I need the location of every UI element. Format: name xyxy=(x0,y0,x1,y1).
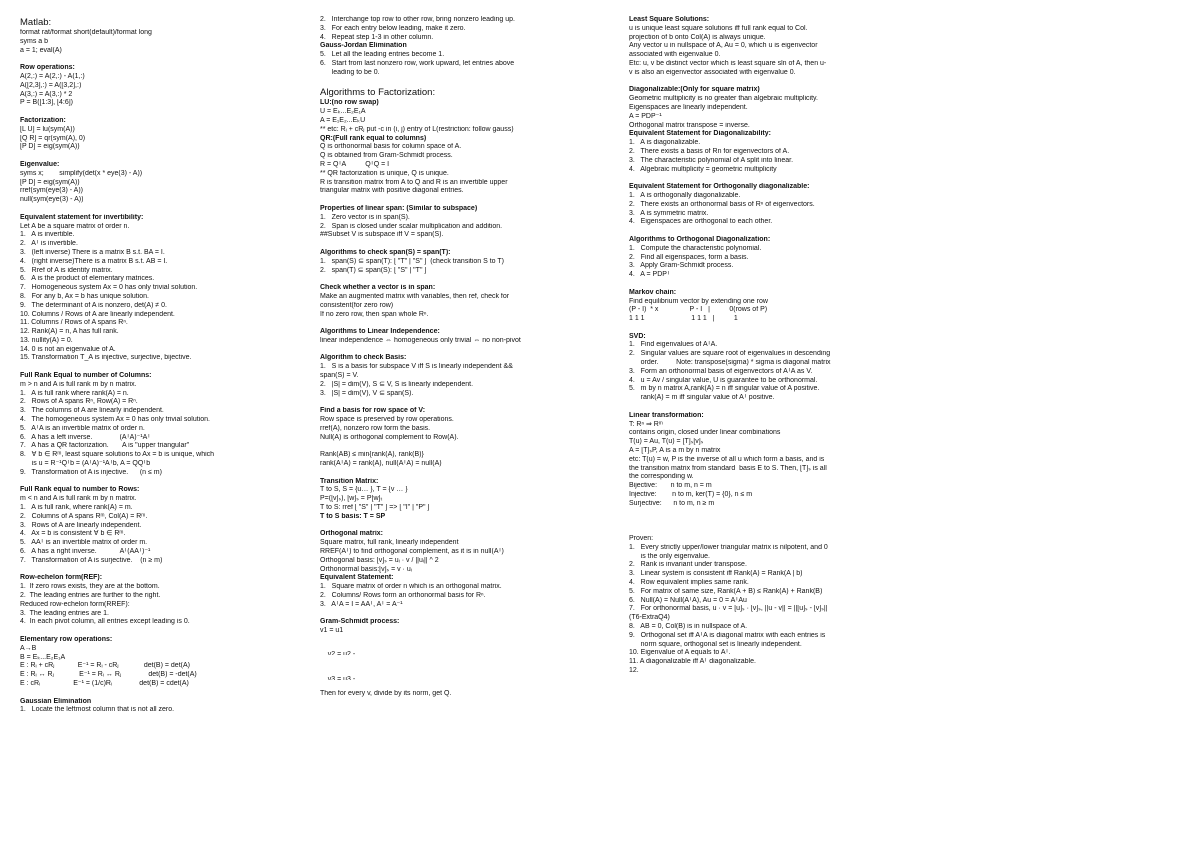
text-line: Orthogonal matrix transpose = inverse. xyxy=(629,121,750,129)
text-line: T: Rⁿ ⇒ Rᵐ xyxy=(629,420,663,428)
text-line: the corresponding w. xyxy=(629,473,694,481)
section-heading: Least Square Solutions: xyxy=(629,16,710,23)
text-line: 7. A has a QR factorization. A is "upper triangular" xyxy=(20,442,190,450)
text-line: projection of b onto Col(A) is always unique. xyxy=(629,33,766,41)
text-line: T to S, S = {u… }, T = {v … } xyxy=(320,486,408,494)
text-line: 4. Ax = b is consistent ∀ b ∈ Rᵐ. xyxy=(20,530,126,538)
text-line: 10. Columns / Rows of A are linearly independent. xyxy=(20,310,175,318)
spacer xyxy=(320,240,578,249)
text-line: 1. A is full rank where rank(A) = n. xyxy=(20,389,129,397)
text-line: RREF(Aᵀ) to find orthogonal complement, as it is in null(Aᵀ) xyxy=(320,548,504,556)
text-line: 2. Columns/ Rows form an orthonormal basis for Rⁿ. xyxy=(320,592,486,599)
text-line: 7. For orthonormal basis, u · v = [u]ₛ · [v]ₛ, ||u - v|| = ||[u]ₛ - [v]ₛ|| xyxy=(629,605,828,613)
section-heading: Equivalent Statement: xyxy=(320,574,394,582)
text-line: 3. Apply Gram-Schmidt process. xyxy=(629,262,734,270)
section-heading: Markov chain: xyxy=(629,288,677,296)
text-line: R = QᵀA QᵀQ = I xyxy=(320,160,390,168)
spacer xyxy=(629,517,887,526)
text-line: Orthogonal basis: [v]ₛ = uᵢ · v / ||uᵢ|| ^ 2 xyxy=(320,556,439,564)
spacer xyxy=(320,275,578,284)
text-line: is the only eigenvalue. xyxy=(629,552,710,560)
text-line: m > n and A is full rank m by n matrix. xyxy=(20,380,137,388)
text-line: 2. |S| = dim(V), S ⊆ V, S is linearly independent. xyxy=(320,380,474,388)
text-line: triangular matrix with positive diagonal entries. xyxy=(320,187,464,195)
text-line: Make an augmented matrix with variables, then ref, check for xyxy=(320,292,510,300)
gs-conclusion: Then for every v, divide by its norm, get Q. xyxy=(320,689,452,697)
section-heading: Gaussian Elimination xyxy=(20,697,92,705)
column-1 xyxy=(20,16,278,715)
spacer xyxy=(629,526,887,535)
text-line: v1 = u1 xyxy=(320,627,344,635)
section-heading: Equivalent statement for invertibility: xyxy=(20,213,144,221)
text-line: B = Eₖ...E₂E₁A xyxy=(20,653,66,661)
spacer xyxy=(320,346,578,355)
section-heading: Elementary row operations: xyxy=(20,635,113,643)
text-line: 5. AAᵀ is an invertible matrix of order m. xyxy=(20,539,148,547)
section-heading: T to S basis: T = SP xyxy=(320,512,386,520)
text-line: 8. AB = 0, Col(B) is in nullspace of A. xyxy=(629,622,748,630)
gram-schmidt-v3 xyxy=(320,667,578,680)
text-line: 1. Compute the characteristic polynomial. xyxy=(629,244,762,252)
text-line: E : Rᵢ ↔ Rⱼ E⁻¹ = Rᵢ ↔ Rⱼ det(B) = -det(A) xyxy=(20,671,197,679)
spacer xyxy=(629,509,887,518)
text-line: T to S: rref [ "S" | "T" ] => [ "I" | "P" ] xyxy=(320,504,430,512)
spacer xyxy=(20,689,278,698)
gs-v3-lhs: v3 = u3 - xyxy=(327,675,356,680)
text-line: If no zero row, then span whole Rⁿ. xyxy=(320,310,429,318)
text-line: 9. The determinant of A is nonzero, det(A) ≠ 0. xyxy=(20,301,167,309)
section-heading: SVD: xyxy=(629,332,646,340)
text-line: 2. Aᵀ is invertible. xyxy=(20,240,78,248)
section-heading: Algorithms to check span(S) = span(T): xyxy=(320,248,451,256)
section-title: Algorithms to Factorization: xyxy=(320,87,436,99)
text-line: rref(sym(eye(3) - A)) xyxy=(20,187,83,195)
text-line: Proven: xyxy=(629,535,654,543)
text-line: order. Note: transpose(sigma) * sigma is diagonal matrix xyxy=(629,359,831,367)
text-line: Etc: u, v be distinct vector which is least square sln of A, then u- xyxy=(629,59,827,67)
text-line: [Q R] = qr(sym(A), 0) xyxy=(20,134,86,142)
text-line: 5. Rref of A is identity matrix. xyxy=(20,266,113,274)
text-line: 1. A is orthogonally diagonalizable. xyxy=(629,191,741,199)
text-line: 1. Find eigenvalues of AᵀA. xyxy=(629,341,718,349)
text-line: 6. A is the product of elementary matrices. xyxy=(20,275,155,283)
text-line: syms x; simplify(det(x * eye(3) - A)) xyxy=(20,169,143,177)
text-line: 2. There exists an orthonormal basis of Rⁿ of eigenvectors. xyxy=(629,200,815,208)
text-line: Q is obtained from Gram-Schmidt process. xyxy=(320,152,453,160)
section-heading: Factorization: xyxy=(20,116,66,124)
spacer xyxy=(320,442,578,451)
text-line: associated with eigenvalue 0. xyxy=(629,51,721,59)
spacer xyxy=(20,108,278,117)
section-heading: Full Rank equal to number to Rows: xyxy=(20,486,140,494)
text-line: ##Subset V is subspace iff V = span(S). xyxy=(320,231,444,239)
gs-v2-lhs: v2 = u2 - xyxy=(327,650,356,655)
text-line: 3. AᵀA = I = AAᵀ, Aᵀ = A⁻¹ xyxy=(320,600,403,608)
text-line: 1. Locate the leftmost column that is not all zero. xyxy=(20,706,175,714)
text-line: 12. Rank(A) = n, A has full rank. xyxy=(20,328,119,336)
text-line: R is transition matrix from A to Q and R is an invertible upper xyxy=(320,178,508,186)
text-line: Orthonormal basis:[v]ₛ = v · uᵢ xyxy=(320,565,412,573)
text-line: 2. Find all eigenspaces, form a basis. xyxy=(629,253,749,261)
spacer xyxy=(320,319,578,328)
text-line: linear independence ⇔ homogeneous only trivial ⇔ no non-pivot xyxy=(320,336,521,344)
spacer xyxy=(320,469,578,478)
text-line: P=([v]ₛ), [w]ₛ = P[w]ₜ xyxy=(320,495,383,503)
text-line: T(u) = Au, T(u) = [T]ₛ[v]ₛ xyxy=(629,438,704,446)
text-line: 2. Singular values are square root of eigenvalues in descending xyxy=(629,350,831,358)
text-line: 6. Null(A) = Null(AᵀA), Au = 0 = AᵀAu xyxy=(629,596,747,604)
text-line: 5. AᵀA is an invertible matrix of order n. xyxy=(20,424,145,432)
text-line: 3. Rows of A are linearly independent. xyxy=(20,521,142,529)
text-line: 4. A = PDPᵀ xyxy=(629,271,670,279)
text-line: 3. The leading entries are 1. xyxy=(20,609,109,617)
text-line: u is unique least square solutions iff full rank equal to Col. xyxy=(629,24,808,32)
text-line: 1. span(S) ⊆ span(T): [ "T" | "S" ] (check transition S to T) xyxy=(320,257,504,265)
text-line: Find equilibrium vector by extending one row xyxy=(629,297,768,305)
gram-schmidt-v2 xyxy=(320,642,578,655)
text-line: [L U] = lu(sym(A)) xyxy=(20,125,75,133)
spacer xyxy=(20,478,278,487)
section-heading: Eigenvalue: xyxy=(20,160,60,168)
section-heading: Orthogonal matrix: xyxy=(320,530,384,538)
text-line: 5. Let all the leading entries become 1. xyxy=(320,51,445,59)
text-line: 2. Interchange top row to other row, bring nonzero leading up. xyxy=(320,16,515,23)
text-line: Injective: n to m, ker(T) = {0}, n ≤ m xyxy=(629,491,753,499)
spacer xyxy=(320,196,578,205)
text-line: Geometric multiplicity is no greater than algebraic multiplicity. xyxy=(629,95,818,103)
text-line: Surjective: n to m, n ≥ m xyxy=(629,499,715,507)
text-line: 4. Repeat step 1-3 in other column. xyxy=(320,33,434,41)
text-line: 8. ∀ b ∈ Rᵐ, least square solutions to Ax = b is unique, which xyxy=(20,451,215,459)
text-line: 2. Columns of A spans Rᵐ, Col(A) = Rᵐ. xyxy=(20,512,148,520)
section-heading: Algorithm to check Basis: xyxy=(320,354,407,362)
text-line: rank(AᵀA) = rank(A), null(AᵀA) = null(A) xyxy=(320,460,442,468)
spacer xyxy=(20,205,278,214)
text-line: 1. Every strictly upper/lower triangular matrix is nilpotent, and 0 xyxy=(629,543,828,551)
text-line: 4. Algebraic multiplicity = geometric multiplicity xyxy=(629,165,777,173)
spacer xyxy=(629,403,887,412)
text-line: 1 1 1 1 1 1 | 1 xyxy=(629,315,738,323)
text-line: a = 1; eval(A) xyxy=(20,46,62,54)
text-line: 7. Transformation of A is surjective. (n ≥ m) xyxy=(20,556,163,564)
text-line: 1. A is invertible. xyxy=(20,231,75,239)
text-line: the transition matrix from standard basis E to S. Then, [T]ₛ is all xyxy=(629,464,827,472)
text-line: A(2,:) = A(2,:) - A(1,:) xyxy=(20,72,85,80)
text-line: ** etc: Rᵢ + cRⱼ put -c in (i, j) entry of L(restriction: follow gauss) xyxy=(320,125,514,133)
text-line: 3. (left inverse) There is a matrix B s.t. BA = I. xyxy=(20,248,165,256)
text-line: 6. A has a left inverse. (AᵀA)⁻¹Aᵀ xyxy=(20,433,151,441)
text-line: 3. |S| = dim(V), V ⊆ span(S). xyxy=(320,389,414,397)
text-line: [P D] = eig(sym(A)) xyxy=(20,178,80,186)
text-line: is u = R⁻¹Qᵀb = (AᵀA)⁻¹Aᵀb, A = QQᵀb xyxy=(20,460,151,468)
text-line: consistent(for zero row) xyxy=(320,301,394,309)
text-line: m < n and A is full rank m by n matrix. xyxy=(20,495,137,503)
text-line: [P D] = eig(sym(A)) xyxy=(20,143,80,151)
text-line: etc: T(u) = w, P is the inverse of all u which form a basis, and is xyxy=(629,455,825,463)
text-line: 2. The leading entries are further to the right. xyxy=(20,592,161,599)
spacer xyxy=(629,78,887,87)
text-line: contains origin, closed under linear combinations xyxy=(629,429,781,437)
text-line: Square matrix, full rank, linearly independent xyxy=(320,539,459,547)
text-line: 1. S is a basis for subspace V iff S is linearly independent && xyxy=(320,363,513,371)
text-line: 8. For any b, Ax = b has unique solution. xyxy=(20,292,149,300)
spacer xyxy=(320,610,578,619)
text-line: (P - I) * x P - I | 0(rows of P) xyxy=(629,306,768,314)
text-line: 4. u = Av / singular value, U is guarantee to be orthonormal. xyxy=(629,376,818,384)
text-line: U = Eₖ...E₂E₁A xyxy=(320,108,366,116)
section-heading: Gram-Schmidt process: xyxy=(320,618,400,626)
text-line: 9. Orthogonal set iff AᵀA is diagonal matrix with each entries is xyxy=(629,631,826,639)
text-line: 3. The columns of A are linearly independent. xyxy=(20,407,164,415)
section-heading: Row-echelon form(REF): xyxy=(20,574,103,582)
spacer xyxy=(629,227,887,236)
spacer xyxy=(320,398,578,407)
text-line: 4. Row equivalent implies same rank. xyxy=(629,579,749,586)
text-line: 1. A is full rank, where rank(A) = m. xyxy=(20,504,133,512)
text-line: 3. Form an orthonormal basis of eigenvectors of AᵀA as V. xyxy=(629,367,813,375)
text-line: 1. If zero rows exists, they are at the bottom. xyxy=(20,583,160,591)
text-line: 2. Rank is invariant under transpose. xyxy=(629,561,747,569)
text-line: A = PDP⁻¹ xyxy=(629,112,662,120)
text-line: rank(A) = m iff singular value of Aᵀ positive. xyxy=(629,394,775,402)
text-line: P = B([1:3], [4:6]) xyxy=(20,99,73,107)
text-line: null(sym(eye(3) - A)) xyxy=(20,196,84,204)
section-title: Matlab: xyxy=(20,17,52,28)
text-line: (T6-ExtraQ4) xyxy=(629,614,670,622)
section-heading: Algorithms to Linear Independence: xyxy=(320,328,440,336)
spacer xyxy=(20,152,278,161)
text-line: E : cRᵢ E⁻¹ = (1/c)Rᵢ det(B) = cdet(A) xyxy=(20,679,189,687)
text-line: Any vector u in nullspace of A, Au = 0, which u is eigenvector xyxy=(629,42,818,50)
spacer xyxy=(629,324,887,333)
text-line: 12. xyxy=(629,666,639,674)
text-line: 6. A has a right inverse. Aᵀ(AAᵀ)⁻¹ xyxy=(20,548,151,556)
column-2-lines xyxy=(320,16,578,636)
text-line: norm square, orthogonal set is linearly independent. xyxy=(629,640,802,648)
text-line: 2. span(T) ⊆ span(S): [ "S" | "T" ] xyxy=(320,266,427,274)
text-line: 1. Zero vector is in span(S). xyxy=(320,213,410,221)
section-heading: Full Rank Equal to number of Columns: xyxy=(20,372,152,380)
text-line: 13. nullity(A) = 0. xyxy=(20,336,73,344)
text-line: A = E₁E₂...EₖU xyxy=(320,116,366,124)
text-line: 11. Columns / Rows of A spans Rⁿ. xyxy=(20,319,128,327)
text-line: 14. 0 is not an eigenvalue of A. xyxy=(20,345,116,353)
column-3 xyxy=(629,16,887,676)
section-heading: Check whether a vector is in span: xyxy=(320,284,436,292)
section-heading: QR:(Full rank equal to columns) xyxy=(320,134,427,142)
section-heading: LU:(no row swap) xyxy=(320,99,379,107)
text-line: 15. Transformation T_A is injective, surjective, bijective. xyxy=(20,354,192,362)
spacer xyxy=(320,78,578,87)
text-line: 2. There exists a basis of Rn for eigenvectors of A. xyxy=(629,147,790,155)
section-heading: Properties of linear span: (Similar to subspace) xyxy=(320,204,478,212)
text-line: A→B xyxy=(20,644,37,652)
section-heading: Diagonalizable:(Only for square matrix) xyxy=(629,86,760,94)
section-heading: Equivalent Statement for Orthogonally diagonalizable: xyxy=(629,183,810,191)
section-heading: Gauss-Jordan Elimination xyxy=(320,42,407,50)
spacer xyxy=(629,280,887,289)
text-line: ** QR factorization is unique, Q is unique. xyxy=(320,169,449,177)
text-line: 3. Linear system is consistent iff Rank(A) = Rank(A | b) xyxy=(629,570,803,578)
text-line: 6. Start from last nonzero row, work upward, let entries above xyxy=(320,59,515,67)
text-line: span(S) = V. xyxy=(320,372,359,380)
spacer xyxy=(20,566,278,575)
text-line: 3. For each entry below leading, make it zero. xyxy=(320,24,466,32)
text-line: Eigenspaces are linearly independent. xyxy=(629,103,748,111)
text-line: 11. A diagonalizable iff Aᵀ diagonalizable. xyxy=(629,658,756,666)
text-line: Rank(AB) ≤ min{rank(A), rank(B)} xyxy=(320,451,424,459)
text-line: syms a b xyxy=(20,37,49,45)
text-line: 4. Eigenspaces are orthogonal to each other. xyxy=(629,218,773,226)
section-heading: Transition Matrix: xyxy=(320,477,379,485)
text-line: 2. Span is closed under scalar multiplication and addition. xyxy=(320,222,503,230)
spacer xyxy=(20,55,278,64)
section-heading: Equivalent Statement for Diagonalizability: xyxy=(629,130,771,138)
spacer xyxy=(320,522,578,531)
text-line: 4. In each pivot column, all entries except leading is 0. xyxy=(20,618,190,626)
text-line: 7. Homogeneous system Ax = 0 has only trivial solution. xyxy=(20,284,198,292)
text-line: rref(A), nonzero row form the basis. xyxy=(320,424,431,432)
text-line: 1. Square matrix of order n which is an orthogonal matrix. xyxy=(320,583,502,591)
column-2 xyxy=(320,16,578,699)
text-line: A([2,3],:) = A([3,2],:) xyxy=(20,81,82,89)
text-line: E : Rᵢ + cRⱼ E⁻¹ = Rᵢ - cRⱼ det(B) = det(A) xyxy=(20,662,190,670)
section-heading: Algorithms to Orthogonal Diagonalization: xyxy=(629,235,771,243)
text-line: Q is orthonormal basis for column space of A. xyxy=(320,143,462,151)
section-heading: Linear transformation: xyxy=(629,411,704,419)
text-line: 3. A is symmetric matrix. xyxy=(629,209,709,217)
section-heading: Find a basis for row space of V: xyxy=(320,407,426,415)
spacer xyxy=(629,174,887,183)
text-line: A(3,:) = A(3,:) * 2 xyxy=(20,90,73,98)
spacer xyxy=(20,627,278,636)
text-line: A = [T]ₛP, A is a m by n matrix xyxy=(629,447,721,455)
text-line: 3. The characteristic polynomial of A split into linear. xyxy=(629,156,794,164)
text-line: 2. Rows of A spans Rⁿ, Row(A) = Rⁿ. xyxy=(20,398,138,406)
text-line: 4. (right inverse)There is a matrix B s.t. AB = I. xyxy=(20,257,168,265)
text-line: 4. The homogeneous system Ax = 0 has only trivial solution. xyxy=(20,416,210,424)
text-line: Let A be a square matrix of order n. xyxy=(20,222,130,230)
text-line: 1. A is diagonalizable. xyxy=(629,139,701,147)
text-line: Null(A) is orthogonal complement to Row(A). xyxy=(320,433,459,441)
text-line: 10. Eigenvalue of A equals to Aᵀ. xyxy=(629,649,731,657)
section-heading: Row operations: xyxy=(20,64,75,72)
text-line: Row space is preserved by row operations. xyxy=(320,416,454,424)
text-line: format rat/format short(default)/format long xyxy=(20,29,152,36)
spacer xyxy=(20,363,278,372)
text-line: Reduced row-echelon form(RREF): xyxy=(20,600,130,608)
text-line: 5. For matrix of same size, Rank(A + B) ≤ Rank(A) + Rank(B) xyxy=(629,587,823,595)
text-line: leading to be 0. xyxy=(320,68,380,76)
text-line: v is also an eigenvector associated with eigenvalue 0. xyxy=(629,68,796,76)
text-line: 5. m by n matrix A,rank(A) = n iff singular value of A positive. xyxy=(629,385,820,393)
text-line: Bijective: n to m, n = m xyxy=(629,482,712,490)
text-line: 9. Transformation of A is injective. (n ≤ m) xyxy=(20,468,162,476)
